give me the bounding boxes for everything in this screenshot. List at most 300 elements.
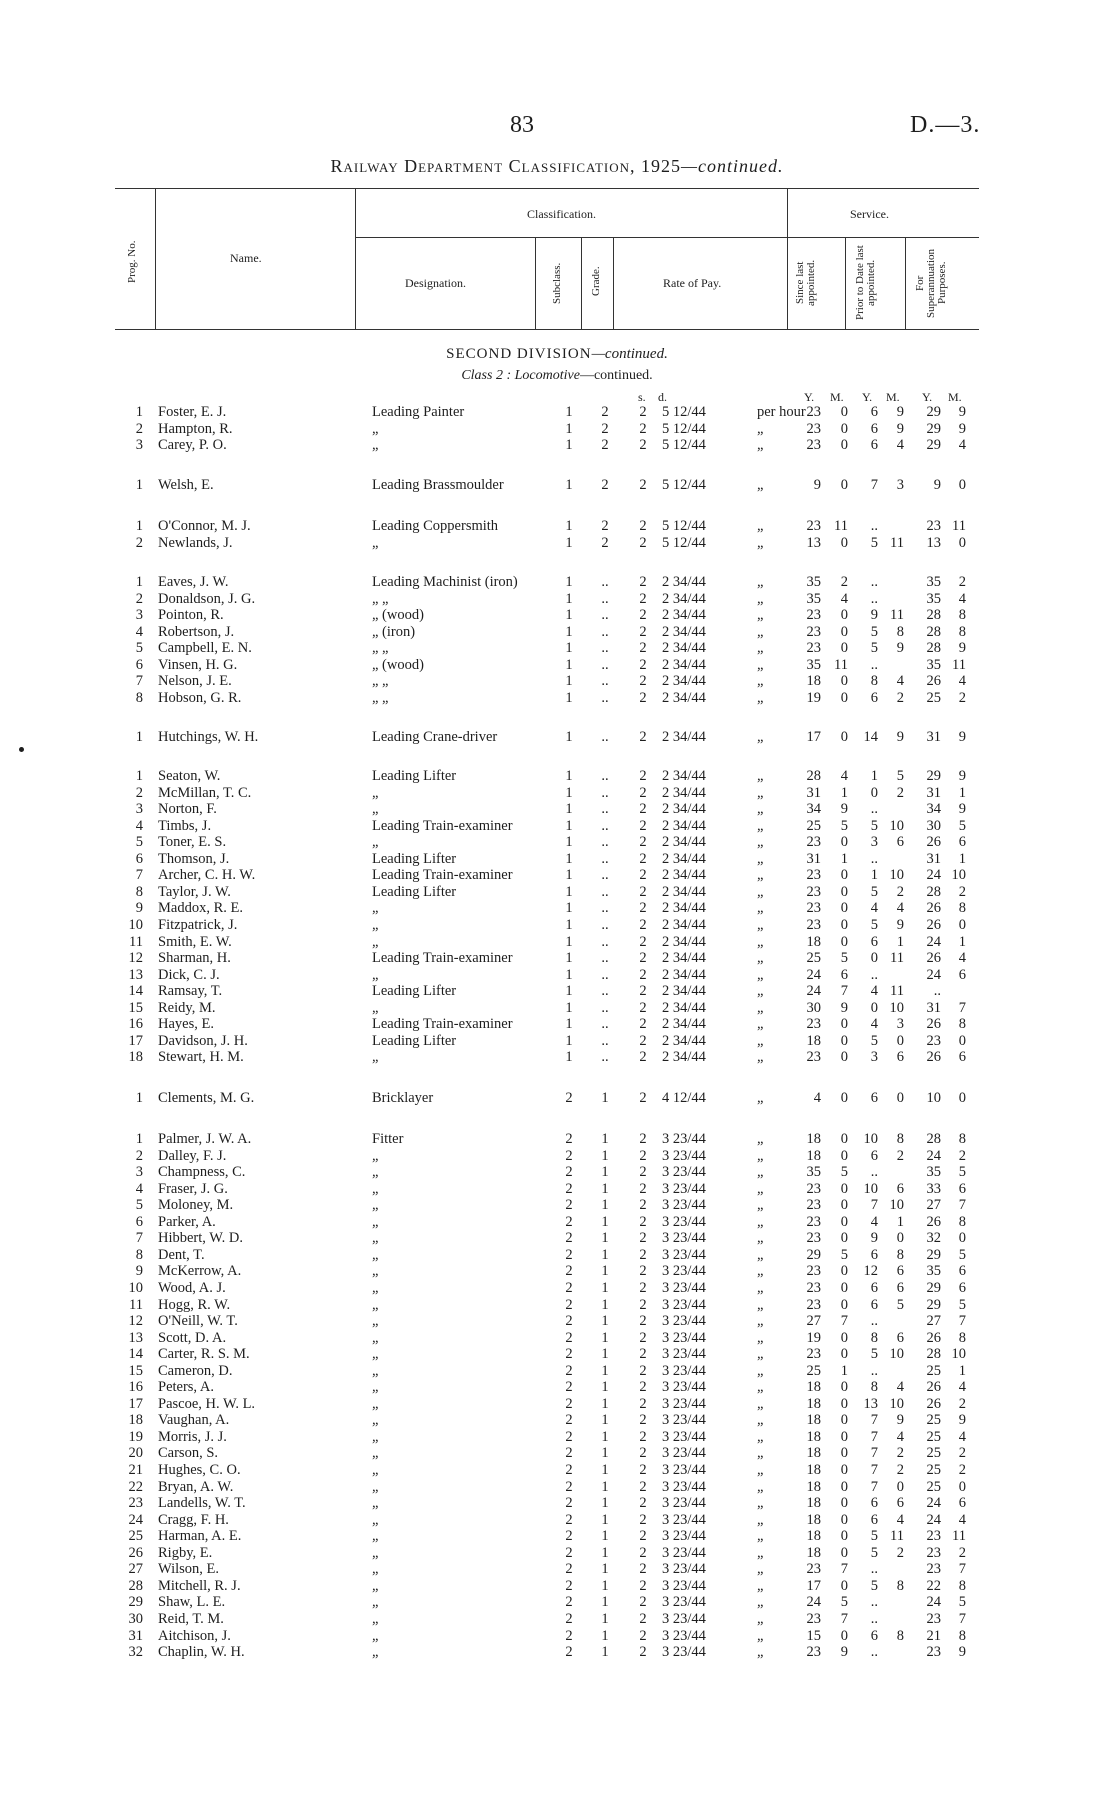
subclass-cell: 2 [565,1230,573,1247]
subclass-cell: 1 [565,623,573,640]
table-row [0,1628,1114,1645]
prior-years-cell: .. [870,801,878,818]
since-last-months-cell: 0 [840,1428,848,1445]
super-years-cell: 26 [926,1395,941,1412]
header-divider [535,237,536,329]
name-cell: O'Connor, M. J. [158,518,251,534]
super-months-cell: 5 [958,1296,966,1313]
grade-cell: .. [601,1032,609,1049]
classification-header: Classification. [527,207,596,221]
super-months-cell: 0 [958,1032,966,1049]
prior-months-cell: 11 [890,607,904,624]
prior-years-cell: 5 [870,1577,878,1594]
rate-shillings-cell: 2 [639,867,647,884]
pay-period-cell: „ [757,1544,764,1561]
rate-pence-cell: 2 34/44 [662,607,706,624]
super-months-cell: 9 [958,768,966,784]
division-heading [0,346,1114,363]
super-years-cell: 25 [926,689,941,706]
super-years-cell: 24 [926,1147,941,1164]
name-cell: Shaw, L. E. [158,1594,226,1611]
table-row [0,1181,1114,1198]
super-months-cell: 0 [958,534,966,551]
prog-no-cell: 23 [128,1495,143,1512]
super-months-cell: 9 [958,729,966,745]
since-last-months-cell: 0 [840,883,848,900]
since-last-months-cell: 0 [840,834,848,851]
prog-no-cell: 1 [135,729,143,745]
subclass-cell: 2 [565,1561,573,1578]
pay-period-cell: „ [757,656,764,673]
name-cell: Reidy, M. [158,999,216,1016]
pay-period-cell: „ [757,834,764,851]
rate-shillings-cell: 2 [639,1561,647,1578]
pay-period-cell: „ [757,817,764,834]
name-cell: Palmer, J. W. A. [158,1131,252,1147]
prior-years-cell: 6 [870,404,878,420]
name-cell: Ramsay, T. [158,983,223,1000]
subclass-cell: 1 [565,950,573,967]
super-years-cell: 25 [926,1362,941,1379]
rate-shillings-cell: 2 [639,1090,647,1106]
grade-cell: .. [601,817,609,834]
super-months-cell: 8 [958,1329,966,1346]
super-months-cell: 5 [958,817,966,834]
rate-pence-cell: 3 23/44 [662,1594,706,1611]
name-cell: Donaldson, J. G. [158,590,256,607]
table-row [0,607,1114,624]
super-months-cell: 5 [958,1594,966,1611]
pay-period-cell: „ [757,1279,764,1296]
since-last-years-cell: 18 [806,1544,821,1561]
table-row [0,1247,1114,1264]
pay-period-cell: „ [757,850,764,867]
super-years-cell: 29 [926,768,941,784]
rate-pence-cell: 3 23/44 [662,1428,706,1445]
grade-cell: 2 [601,518,609,534]
prior-months-cell: 8 [896,623,904,640]
grade-cell: 2 [601,437,609,454]
prior-months-cell: 4 [896,437,904,454]
name-cell: Dalley, F. J. [158,1147,227,1164]
subclass-cell: 1 [565,834,573,851]
prior-years-cell: 6 [870,437,878,454]
months-unit: M. [948,390,962,404]
since-last-years-cell: 23 [806,1279,821,1296]
table-row [0,657,1114,674]
designation-cell: „ [372,1577,379,1594]
prior-months-cell: 6 [896,1279,904,1296]
rate-shillings-cell: 2 [639,1395,647,1412]
prior-years-cell: 10 [863,1180,878,1197]
prior-years-cell: 4 [870,1016,878,1033]
subclass-cell: 2 [565,1164,573,1181]
subclass-cell: 2 [565,1395,573,1412]
grade-cell: .. [601,999,609,1016]
name-cell: O'Neill, W. T. [158,1313,238,1330]
grade-header: Grade. [590,266,602,296]
prog-no-cell: 28 [128,1577,143,1594]
subclass-cell: 1 [565,673,573,690]
table-row [0,950,1114,967]
rate-pence-cell: 3 23/44 [662,1511,706,1528]
prog-no-cell: 1 [135,768,143,784]
rate-shillings-cell: 2 [639,607,647,624]
rate-shillings-cell: 2 [639,477,647,493]
designation-cell: Bricklayer [372,1090,434,1106]
prior-months-cell: 3 [896,1016,904,1033]
name-cell: Harman, A. E. [158,1528,242,1545]
designation-cell: „ [372,1197,379,1214]
subclass-cell: 2 [565,1412,573,1429]
name-cell: Hibbert, W. D. [158,1230,243,1247]
subclass-cell: 2 [565,1445,573,1462]
name-cell: Campbell, E. N. [158,640,252,657]
super-years-cell: 29 [926,437,941,454]
pay-period-cell: „ [757,1412,764,1429]
super-months-cell: 2 [958,883,966,900]
pay-period-cell: „ [757,801,764,818]
designation-cell: „ (wood) [372,607,424,624]
since-last-years-cell: 23 [806,883,821,900]
since-last-years-cell: 23 [806,640,821,657]
super-years-cell: 26 [926,673,941,690]
table-row [0,1578,1114,1595]
table-row [0,900,1114,917]
grade-cell: 2 [601,404,609,420]
super-months-cell: 11 [952,518,966,534]
since-last-months-cell: 2 [840,574,848,590]
super-years-cell: .. [933,983,941,1000]
rate-pence-cell: 2 34/44 [662,590,706,607]
rate-pence-cell: 5 12/44 [662,404,706,420]
pay-period-cell: „ [757,689,764,706]
name-cell: Landells, W. T. [158,1495,246,1512]
grade-cell: .. [601,966,609,983]
super-years-cell: 35 [926,590,941,607]
table-row [0,1363,1114,1380]
prior-years-cell: .. [870,574,878,590]
super-years-cell: 25 [926,1462,941,1478]
prior-months-cell: 8 [896,1627,904,1644]
subclass-cell: 2 [565,1213,573,1230]
rate-shillings-cell: 2 [639,1528,647,1545]
prog-no-cell: 24 [128,1511,143,1528]
subclass-cell: 2 [565,1511,573,1528]
prior-years-cell: 5 [870,534,878,551]
super-months-cell: 9 [958,1644,966,1661]
rate-pence-cell: 2 34/44 [662,999,706,1016]
rate-shillings-cell: 2 [639,1379,647,1396]
prior-months-cell: 2 [896,689,904,706]
name-cell: Chaplin, W. H. [158,1644,245,1661]
table-row [0,1197,1114,1214]
rate-pence-cell: 3 23/44 [662,1263,706,1280]
designation-cell: „ [372,1462,379,1478]
name-header: Name. [230,251,262,265]
grade-cell: 1 [601,1644,609,1661]
rate-pence-cell: 5 12/44 [662,420,706,437]
designation-cell: „ [372,1561,379,1578]
since-last-header: Since last appointed. [794,259,817,307]
prog-no-cell: 9 [135,1263,143,1280]
rate-pence-cell: 3 23/44 [662,1379,706,1396]
super-years-cell: 26 [926,834,941,851]
rate-shillings-cell: 2 [639,1016,647,1033]
table-row [0,917,1114,934]
designation-cell: „ [372,1478,379,1495]
pay-period-cell: „ [757,1610,764,1627]
designation-cell: „ [372,1528,379,1545]
super-years-cell: 32 [926,1230,941,1247]
prog-no-cell: 1 [135,1090,143,1106]
name-cell: Cameron, D. [158,1362,233,1379]
super-years-cell: 29 [926,1279,941,1296]
rate-pence-cell: 2 34/44 [662,801,706,818]
table-row [0,1313,1114,1330]
pay-period-cell: „ [757,1197,764,1214]
grade-cell: .. [601,768,609,784]
table-row [0,1330,1114,1347]
rate-shillings-cell: 2 [639,983,647,1000]
super-years-cell: 24 [926,933,941,950]
table-row [0,1131,1114,1148]
super-months-cell: 0 [958,1478,966,1495]
since-last-months-cell: 5 [840,1164,848,1181]
since-last-years-cell: 27 [806,1313,821,1330]
subclass-cell: 1 [565,900,573,917]
since-last-months-cell: 0 [840,534,848,551]
subclass-cell: 1 [565,656,573,673]
super-months-cell: 10 [951,1346,966,1363]
rate-shillings-cell: 2 [639,834,647,851]
name-cell: Foster, E. J. [158,404,227,420]
rate-pence-cell: 3 23/44 [662,1147,706,1164]
prog-no-cell: 7 [135,867,143,884]
table-row [0,437,1114,454]
designation-cell: „ „ [372,640,389,657]
subclass-cell: 2 [565,1197,573,1214]
rate-shillings-cell: 2 [639,883,647,900]
rate-pence-cell: 5 12/44 [662,477,706,493]
rate-shillings-cell: 2 [639,1544,647,1561]
prior-years-cell: 6 [870,1296,878,1313]
designation-cell: Fitter [372,1131,404,1147]
super-months-cell: 2 [958,1147,966,1164]
super-years-cell: 10 [926,1090,941,1106]
name-cell: Hogg, R. W. [158,1296,231,1313]
subclass-cell: 1 [565,768,573,784]
pay-period-cell: „ [757,640,764,657]
designation-cell: „ [372,1329,379,1346]
prog-no-cell: 18 [128,1049,143,1066]
since-last-years-cell: 9 [813,477,821,493]
prog-no-cell: 4 [135,1180,143,1197]
pay-period-cell: „ [757,477,764,493]
division-heading-text: SECOND DIVISION [446,346,592,362]
subclass-cell: 1 [565,784,573,801]
rate-pence-cell: 3 23/44 [662,1164,706,1181]
margin-mark [19,747,24,752]
rate-shillings-cell: 2 [639,817,647,834]
pay-period-cell: „ [757,673,764,690]
class-heading [0,368,1114,384]
rate-shillings-cell: 2 [639,1412,647,1429]
since-last-months-cell: 0 [840,1263,848,1280]
super-years-cell: 31 [926,999,941,1016]
super-years-cell: 24 [926,1511,941,1528]
prior-years-cell: 6 [870,1495,878,1512]
page-title-suffix: —continued. [680,156,784,176]
rate-pence-cell: 3 23/44 [662,1627,706,1644]
prog-no-cell: 11 [129,1296,143,1313]
prior-years-cell: 6 [870,689,878,706]
super-years-cell: 31 [926,784,941,801]
prior-years-cell: 10 [863,1131,878,1147]
pay-period-cell: „ [757,1561,764,1578]
name-cell: Hampton, R. [158,420,233,437]
designation-cell: Leading Train-examiner [372,867,513,884]
pay-period-cell: „ [757,534,764,551]
since-last-months-cell: 0 [840,1346,848,1363]
rate-shillings-cell: 2 [639,1164,647,1181]
table-row [0,1594,1114,1611]
subclass-cell: 1 [565,729,573,745]
rate-shillings-cell: 2 [639,1462,647,1478]
prior-years-cell: 4 [870,1213,878,1230]
rate-shillings-cell: 2 [639,1213,647,1230]
super-years-cell: 26 [926,1379,941,1396]
since-last-years-cell: 23 [806,867,821,884]
grade-cell: 2 [601,420,609,437]
grade-cell: .. [601,850,609,867]
grade-cell: 1 [601,1428,609,1445]
pay-period-cell: „ [757,437,764,454]
since-last-years-cell: 23 [806,1561,821,1578]
super-months-cell: 10 [951,867,966,884]
name-cell: McKerrow, A. [158,1263,242,1280]
subclass-cell: 2 [565,1577,573,1594]
pay-period-cell: „ [757,1346,764,1363]
prior-months-cell: 8 [896,1246,904,1263]
grade-cell: 1 [601,1478,609,1495]
name-cell: Bryan, A. W. [158,1478,234,1495]
table-header [115,188,979,330]
prior-years-cell: 7 [870,1445,878,1462]
pay-period-cell: „ [757,518,764,534]
prog-no-cell: 2 [135,590,143,607]
subclass-cell: 2 [565,1428,573,1445]
designation-cell: „ „ [372,689,389,706]
prior-months-cell: 6 [896,1329,904,1346]
designation-cell: „ [372,1180,379,1197]
prior-years-cell: 5 [870,916,878,933]
super-years-cell: 30 [926,817,941,834]
designation-cell: „ [372,784,379,801]
pay-period-cell: „ [757,1313,764,1330]
shillings-unit: s. [638,390,646,404]
since-last-months-cell: 4 [840,590,848,607]
rate-pence-cell: 3 23/44 [662,1213,706,1230]
super-years-cell: 35 [926,574,941,590]
prior-years-cell: .. [870,590,878,607]
rate-shillings-cell: 2 [639,966,647,983]
grade-cell: 1 [601,1362,609,1379]
super-months-cell: 9 [958,801,966,818]
subclass-cell: 2 [565,1379,573,1396]
grade-cell: 1 [601,1246,609,1263]
since-last-months-cell: 0 [840,1131,848,1147]
prior-years-cell: 1 [870,768,878,784]
table-row [0,1561,1114,1578]
pay-period-cell: „ [757,983,764,1000]
super-months-cell: 2 [958,1445,966,1462]
rate-pence-cell: 3 23/44 [662,1230,706,1247]
since-last-years-cell: 18 [806,673,821,690]
prior-years-cell: 3 [870,1049,878,1066]
subclass-header: Subclass. [551,262,563,304]
rate-pence-cell: 2 34/44 [662,933,706,950]
prior-years-cell: 12 [863,1263,878,1280]
rate-pence-cell: 2 34/44 [662,640,706,657]
prog-no-cell: 5 [135,834,143,851]
rate-shillings-cell: 2 [639,801,647,818]
years-unit: Y. [862,390,873,404]
super-years-cell: 34 [926,801,941,818]
prog-no-cell: 25 [128,1528,143,1545]
grade-cell: 1 [601,1561,609,1578]
years-unit: Y. [804,390,815,404]
subclass-cell: 1 [565,689,573,706]
pay-period-cell: „ [757,1180,764,1197]
prior-years-cell: 14 [863,729,878,745]
rate-pence-cell: 3 23/44 [662,1180,706,1197]
rate-shillings-cell: 2 [639,534,647,551]
super-years-cell: 23 [926,518,941,534]
subclass-cell: 1 [565,801,573,818]
since-last-months-cell: 0 [840,477,848,493]
prior-years-cell: 6 [870,1279,878,1296]
since-last-years-cell: 23 [806,1346,821,1363]
super-years-cell: 26 [926,1016,941,1033]
grade-cell: .. [601,784,609,801]
designation-cell: „ [372,1164,379,1181]
designation-cell: Leading Lifter [372,983,457,1000]
since-last-months-cell: 4 [840,768,848,784]
super-years-cell: 29 [926,404,941,420]
subclass-cell: 1 [565,1032,573,1049]
subclass-cell: 1 [565,437,573,454]
rate-shillings-cell: 2 [639,1362,647,1379]
prior-months-cell: 4 [896,1511,904,1528]
prior-years-cell: 5 [870,640,878,657]
header-divider [581,237,582,329]
prog-no-cell: 13 [128,966,143,983]
rate-pence-cell: 4 12/44 [662,1090,706,1106]
prior-years-cell: .. [870,518,878,534]
division-heading-suffix: —continued. [591,346,668,362]
pay-period-cell: „ [757,1164,764,1181]
pence-unit: d. [658,390,667,404]
table-row [0,834,1114,851]
prog-no-cell: 8 [135,883,143,900]
rate-shillings-cell: 2 [639,404,647,420]
name-cell: Champness, C. [158,1164,246,1181]
since-last-years-cell: 19 [806,689,821,706]
pay-period-cell: „ [757,1213,764,1230]
grade-cell: 1 [601,1197,609,1214]
super-years-cell: 24 [926,867,941,884]
